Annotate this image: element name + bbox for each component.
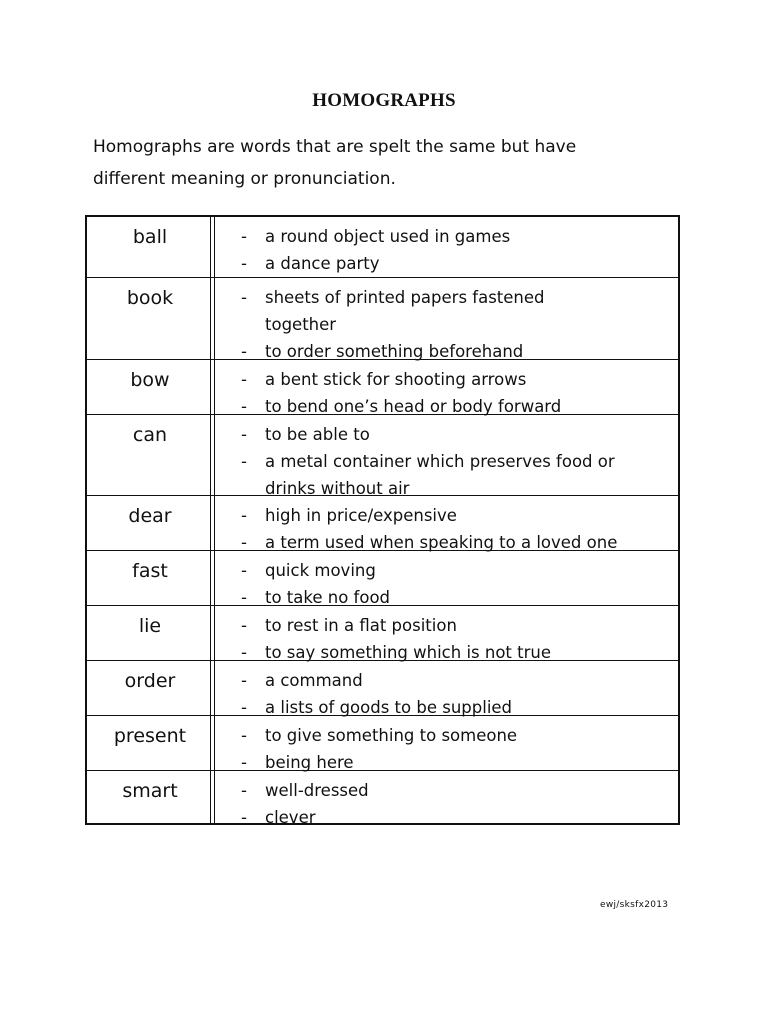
homograph-word: lie <box>138 615 162 637</box>
bullet-dash: - <box>241 671 247 690</box>
bullet-dash: - <box>241 698 247 717</box>
definition-text: clever <box>265 808 316 827</box>
table-row <box>87 550 678 606</box>
definition-continuation <box>237 311 677 338</box>
definition-list <box>237 667 677 721</box>
homograph-word: fast <box>132 560 168 582</box>
definition-text: a bent stick for shooting arrows <box>265 370 527 389</box>
definition-list <box>237 421 677 502</box>
definition-item <box>237 366 677 393</box>
definition-item <box>237 250 677 277</box>
definition-item <box>237 804 677 831</box>
homograph-word: order <box>124 670 176 692</box>
definition-list <box>237 223 677 277</box>
definition-item <box>237 421 677 448</box>
definition-text: to give something to someone <box>265 726 518 745</box>
table-row <box>87 605 678 661</box>
definition-text: a metal container which preserves food or <box>265 452 615 471</box>
definition-text: being here <box>265 753 354 772</box>
definition-text: drinks without air <box>265 479 410 498</box>
homograph-word: can <box>132 424 168 446</box>
bullet-dash: - <box>241 506 247 525</box>
definition-item <box>237 502 677 529</box>
bullet-dash: - <box>241 370 247 389</box>
bullet-dash: - <box>241 588 247 607</box>
bullet-dash: - <box>241 808 247 827</box>
bullet-dash: - <box>241 227 247 246</box>
bullet-dash: - <box>241 425 247 444</box>
homograph-word: dear <box>128 505 172 527</box>
intro-line-2: different meaning or pronunciation. <box>93 169 396 189</box>
definition-text: to rest in a flat position <box>265 616 457 635</box>
homograph-word: ball <box>132 226 168 248</box>
bullet-dash: - <box>241 342 247 361</box>
bullet-dash: - <box>241 726 247 745</box>
homograph-word: present <box>113 725 187 747</box>
definition-text: well-dressed <box>265 781 369 800</box>
definition-text: together <box>265 315 337 334</box>
bullet-dash: - <box>241 753 247 772</box>
bullet-dash: - <box>241 254 247 273</box>
definition-text: to take no food <box>265 588 391 607</box>
definition-list <box>237 557 677 611</box>
definition-text: a round object used in games <box>265 227 511 246</box>
definition-list <box>237 284 677 365</box>
definition-item <box>237 557 677 584</box>
homographs-table <box>85 215 680 825</box>
definition-text: a term used when speaking to a loved one <box>265 533 618 552</box>
bullet-dash: - <box>241 533 247 552</box>
definition-text: a command <box>265 671 363 690</box>
table-row <box>87 660 678 716</box>
table-row <box>87 715 678 771</box>
bullet-dash: - <box>241 397 247 416</box>
definition-text: quick moving <box>265 561 376 580</box>
definition-text: sheets of printed papers fastened <box>265 288 545 307</box>
footer-credit: ewj/sksfx2013 <box>600 900 669 910</box>
definition-item <box>237 612 677 639</box>
definition-text: to be able to <box>265 425 370 444</box>
bullet-dash: - <box>241 288 247 307</box>
definition-item <box>237 284 677 311</box>
table-row <box>87 277 678 361</box>
definition-text: a dance party <box>265 254 380 273</box>
homograph-word: bow <box>130 369 170 391</box>
bullet-dash: - <box>241 616 247 635</box>
table-row <box>87 770 678 827</box>
definition-list <box>237 502 677 556</box>
bullet-dash: - <box>241 643 247 662</box>
table-row <box>87 217 678 274</box>
bullet-dash: - <box>241 452 247 471</box>
definition-text: to order something beforehand <box>265 342 524 361</box>
table-row <box>87 414 678 498</box>
definition-item <box>237 722 677 749</box>
homograph-word: smart <box>122 780 178 802</box>
intro-line-1: Homographs are words that are spelt the same but have <box>93 137 577 157</box>
definition-list <box>237 777 677 831</box>
page-title: HOMOGRAPHS <box>312 90 456 111</box>
intro-paragraph <box>93 131 693 195</box>
bullet-dash: - <box>241 561 247 580</box>
definition-text: to say something which is not true <box>265 643 551 662</box>
definition-item <box>237 777 677 804</box>
definition-list <box>237 612 677 666</box>
definition-item <box>237 667 677 694</box>
definition-text: to bend one’s head or body forward <box>265 397 562 416</box>
definition-text: a lists of goods to be supplied <box>265 698 513 717</box>
definition-item <box>237 448 677 475</box>
bullet-dash: - <box>241 781 247 800</box>
table-row <box>87 359 678 415</box>
definition-text: high in price/expensive <box>265 506 457 525</box>
definition-list <box>237 366 677 420</box>
definition-item <box>237 223 677 250</box>
homograph-word: book <box>126 287 174 309</box>
table-row <box>87 495 678 551</box>
definition-list <box>237 722 677 776</box>
